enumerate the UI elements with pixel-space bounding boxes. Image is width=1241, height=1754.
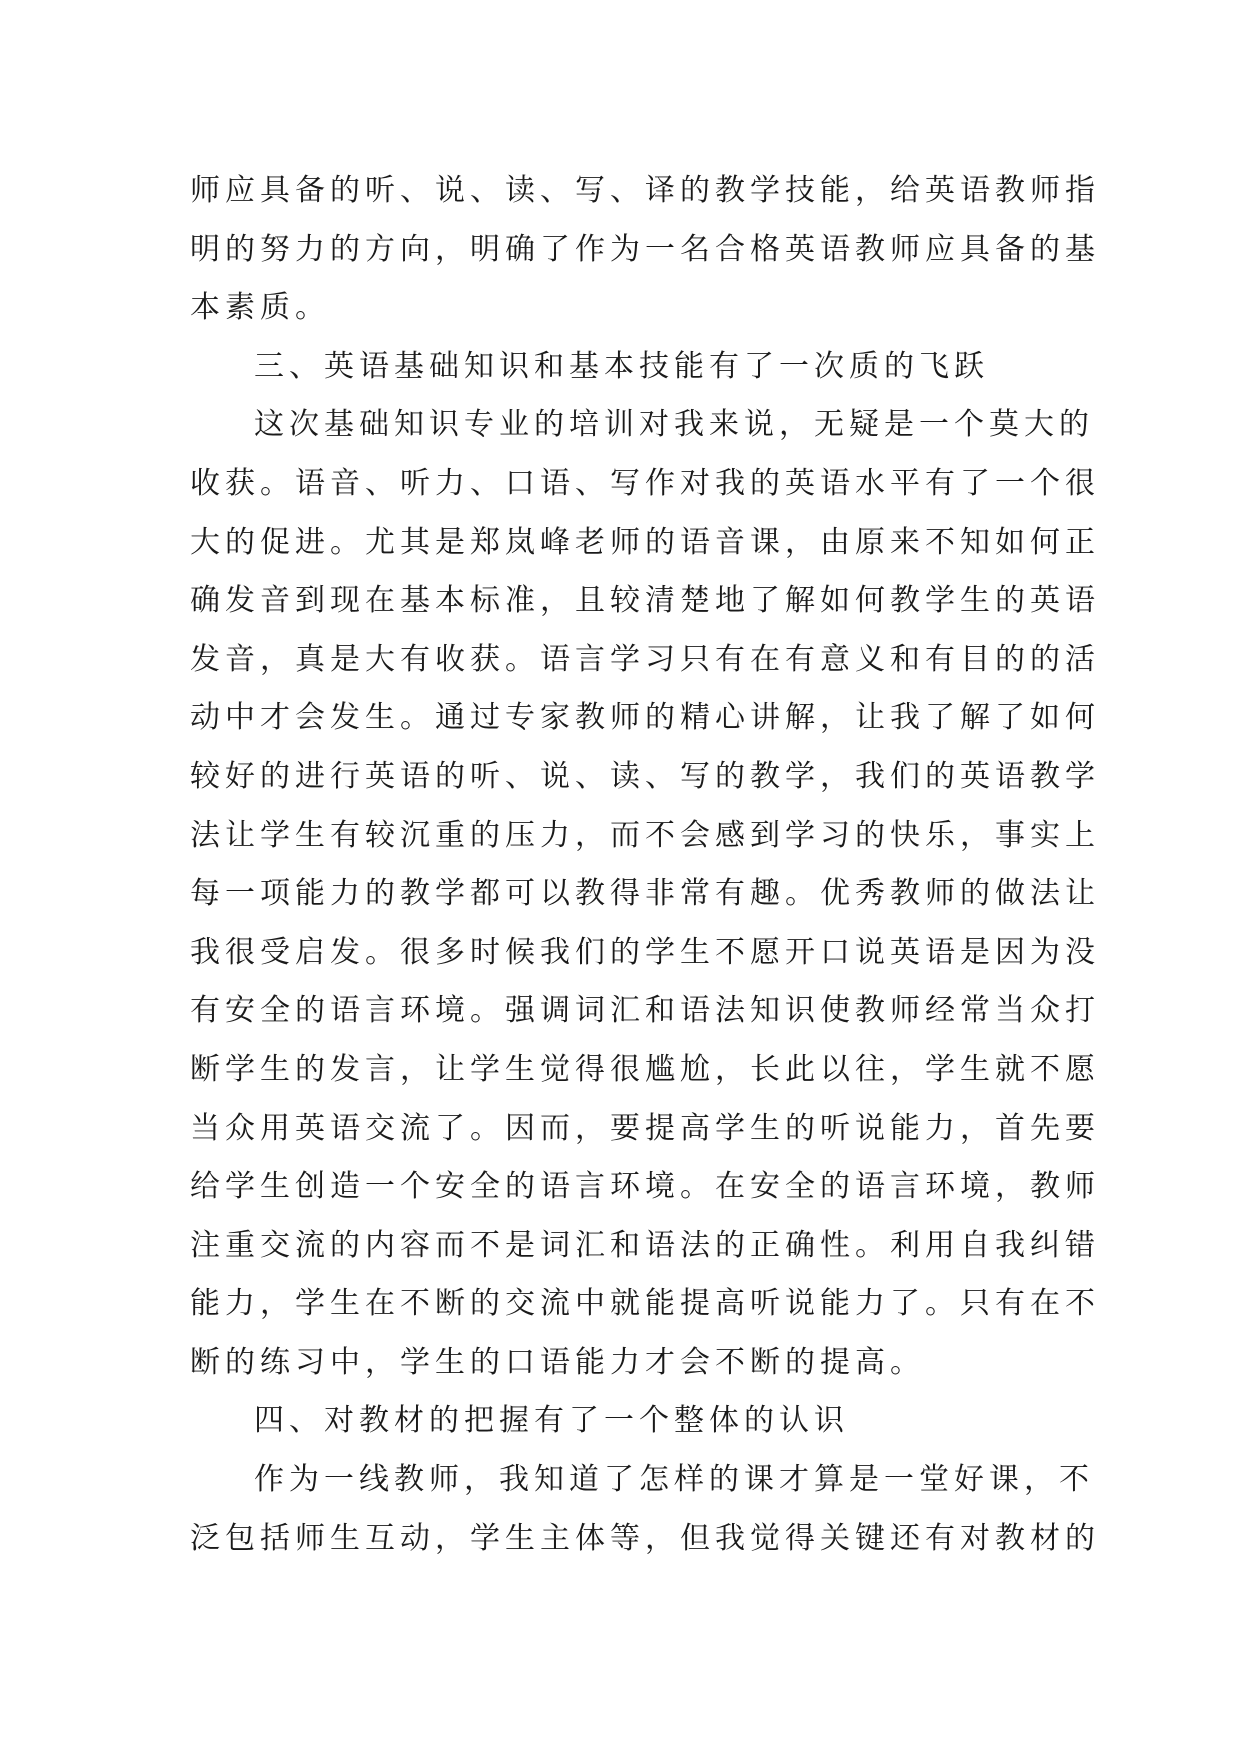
text-line: 本素质。 <box>190 290 330 326</box>
text-line: 收获。语音、听力、口语、写作对我的英语水平有了一个很 <box>190 465 1100 501</box>
section-heading: 四、对教材的把握有了一个整体的认识 <box>254 1403 849 1439</box>
text-line: 动中才会发生。通过专家教师的精心讲解，让我了解了如何 <box>190 700 1100 736</box>
text-line: 较好的进行英语的听、说、读、写的教学，我们的英语教学 <box>190 758 1100 794</box>
text-line: 有安全的语言环境。强调词汇和语法知识使教师经常当众打 <box>190 993 1100 1029</box>
text-line: 法让学生有较沉重的压力，而不会感到学习的快乐，事实上 <box>190 817 1100 853</box>
text-line: 师应具备的听、说、读、写、译的教学技能，给英语教师指 <box>190 173 1100 208</box>
text-line: 大的促进。尤其是郑岚峰老师的语音课，由原来不知如何正 <box>190 524 1100 560</box>
text-line: 明的努力的方向，明确了作为一名合格英语教师应具备的基 <box>190 231 1100 267</box>
section-heading: 三、英语基础知识和基本技能有了一次质的飞跃 <box>254 348 989 384</box>
body-text <box>190 162 1100 1568</box>
text-line: 当众用英语交流了。因而，要提高学生的听说能力，首先要 <box>190 1110 1100 1146</box>
text-line: 发音，真是大有收获。语言学习只有在有意义和有目的的活 <box>190 641 1100 677</box>
paragraph-first-line: 这次基础知识专业的培训对我来说，无疑是一个莫大的 <box>254 407 1094 443</box>
text-line: 注重交流的内容而不是词汇和语法的正确性。利用自我纠错 <box>190 1227 1100 1263</box>
text-line: 给学生创造一个安全的语言环境。在安全的语言环境，教师 <box>190 1169 1100 1205</box>
text-line: 确发音到现在基本标准，且较清楚地了解如何教学生的英语 <box>190 583 1100 619</box>
text-line: 断学生的发言，让学生觉得很尴尬，长此以往，学生就不愿 <box>190 1051 1100 1087</box>
text-line: 每一项能力的教学都可以教得非常有趣。优秀教师的做法让 <box>190 876 1100 912</box>
paragraph-first-line: 作为一线教师，我知道了怎样的课才算是一堂好课，不 <box>254 1462 1094 1498</box>
text-line: 断的练习中，学生的口语能力才会不断的提高。 <box>190 1344 925 1380</box>
text-line: 能力，学生在不断的交流中就能提高听说能力了。只有在不 <box>190 1286 1100 1322</box>
text-line: 泛包括师生互动，学生主体等，但我觉得关键还有对教材的 <box>190 1520 1100 1556</box>
text-line: 我很受启发。很多时候我们的学生不愿开口说英语是因为没 <box>190 934 1100 970</box>
